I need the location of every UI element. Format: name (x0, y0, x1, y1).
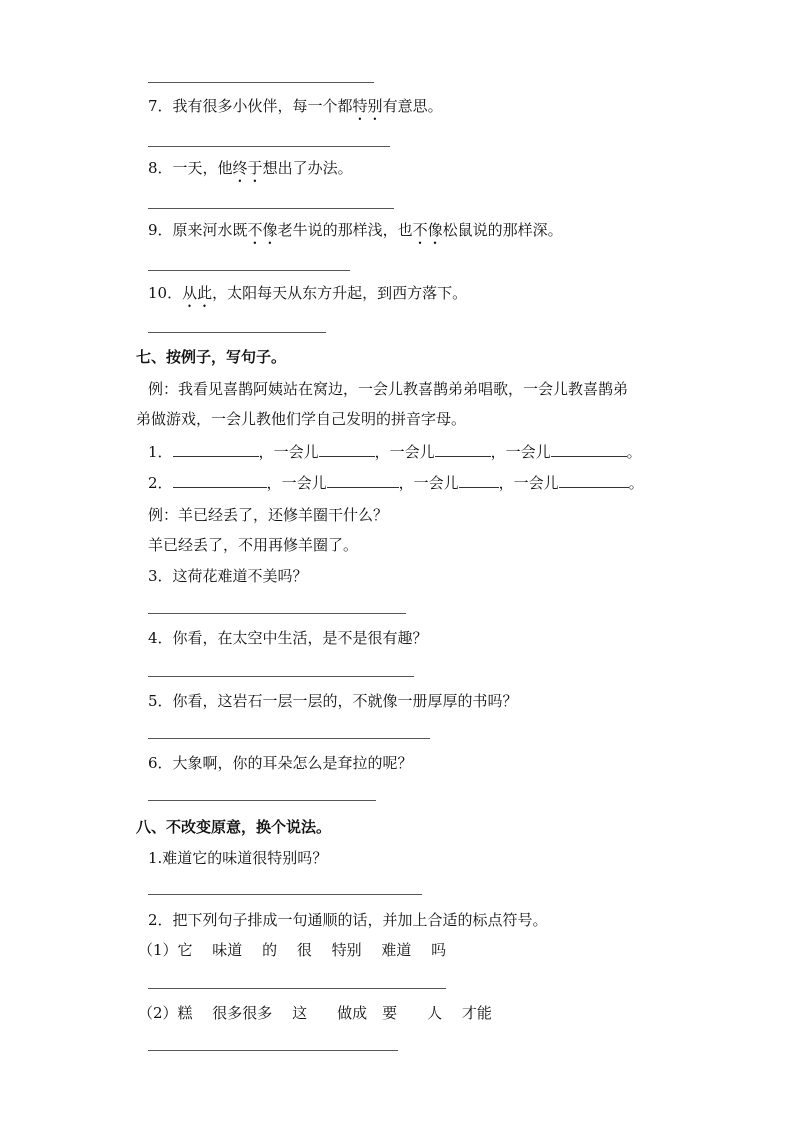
fill-blank[interactable] (173, 442, 259, 457)
question-7-text: 7．我有很多小伙伴，每一个都 (148, 97, 353, 115)
emphasis-word: 特别 (352, 97, 383, 115)
question-8-1: 1.难道它的味道很特别吗？ (148, 849, 328, 867)
fill-blank[interactable] (435, 442, 491, 457)
example-2-question: 例：羊已经丢了，还修羊圈干什么？ (148, 506, 389, 524)
question-7-1 (148, 442, 642, 462)
answer-line[interactable] (148, 270, 350, 271)
phrase: 一会儿 (413, 474, 459, 492)
question-8-2: 2．把下列句子排成一句通顺的话，并加上合适的标点符号。 (148, 911, 548, 929)
punctuation: ， (490, 443, 506, 461)
fill-blank[interactable] (173, 473, 267, 488)
punctuation: ， (258, 443, 274, 461)
section-8-title: 八、不改变原意，换个说法。 (136, 818, 332, 836)
question-7-5: 5．你看，这岩石一层一层的，不就像一册厚厚的书吗？ (148, 692, 518, 710)
answer-line[interactable] (148, 613, 406, 614)
question-8-text: 8．一天，他 (148, 159, 233, 177)
question-8-2-sub-2: （2）糕 很多很多 这 做成 要 人 才能 (138, 1004, 492, 1022)
punctuation: 。 (626, 443, 642, 461)
question-7-4: 4．你看，在太空中生活，是不是很有趣？ (148, 629, 428, 647)
fill-blank[interactable] (319, 442, 375, 457)
answer-line[interactable] (148, 332, 326, 333)
phrase: 一会儿 (389, 443, 435, 461)
section-7-title: 七、按例子，写句子。 (136, 348, 287, 366)
phrase: 一会儿 (505, 443, 551, 461)
answer-line[interactable] (148, 894, 422, 895)
fill-blank[interactable] (551, 442, 627, 457)
example-1-line-2: 弟做游戏，一会儿教他们学自己发明的拼音字母。 (136, 410, 467, 428)
phrase: 一会儿 (513, 474, 559, 492)
punctuation: ， (498, 474, 514, 492)
question-8 (148, 158, 353, 186)
fill-blank[interactable] (559, 473, 629, 488)
answer-line[interactable] (148, 738, 430, 739)
emphasis-word: 从此 (182, 284, 213, 302)
phrase: 一会儿 (273, 443, 319, 461)
question-9-text-end: 松鼠说的那样深。 (442, 221, 563, 239)
answer-line[interactable] (148, 1050, 398, 1051)
example-2-answer: 羊已经丢了，不用再修羊圈了。 (148, 536, 359, 554)
punctuation: ， (374, 443, 390, 461)
question-9 (148, 220, 563, 248)
punctuation: ， (398, 474, 414, 492)
fill-blank[interactable] (459, 473, 499, 488)
question-number: 1． (148, 443, 173, 461)
question-8-text-end: 想出了办法。 (262, 159, 353, 177)
emphasis-word: 终于 (232, 159, 263, 177)
emphasis-word: 不像 (412, 221, 443, 239)
question-7-2 (148, 473, 644, 493)
punctuation: 。 (628, 474, 644, 492)
question-9-text-mid: 老牛说的那样浅，也 (277, 221, 413, 239)
answer-line[interactable] (148, 800, 376, 801)
answer-line[interactable] (148, 676, 414, 677)
question-10 (148, 283, 467, 311)
fill-blank[interactable] (327, 473, 399, 488)
question-7 (148, 96, 443, 124)
question-9-text: 9．原来河水既 (148, 221, 248, 239)
answer-line[interactable] (148, 988, 446, 989)
question-7-6: 6．大象啊，你的耳朵怎么是耷拉的呢？ (148, 754, 413, 772)
question-7-text-end: 有意思。 (382, 97, 443, 115)
punctuation: ， (266, 474, 282, 492)
answer-line[interactable] (148, 82, 374, 83)
question-7-3: 3．这荷花难道不美吗？ (148, 567, 308, 585)
example-1-line-1: 例：我看见喜鹊阿姨站在窝边，一会儿教喜鹊弟弟唱歌，一会儿教喜鹊弟 (148, 380, 629, 398)
question-8-2-sub-1: （1）它 味道 的 很 特别 难道 吗 (138, 941, 447, 959)
answer-line[interactable] (148, 208, 394, 209)
question-10-text-end: ，太阳每天从东方升起，到西方落下。 (212, 284, 468, 302)
question-10-num: 10． (148, 284, 183, 302)
phrase: 一会儿 (281, 474, 327, 492)
question-number: 2． (148, 474, 173, 492)
answer-line[interactable] (148, 146, 390, 147)
emphasis-word: 不像 (247, 221, 278, 239)
